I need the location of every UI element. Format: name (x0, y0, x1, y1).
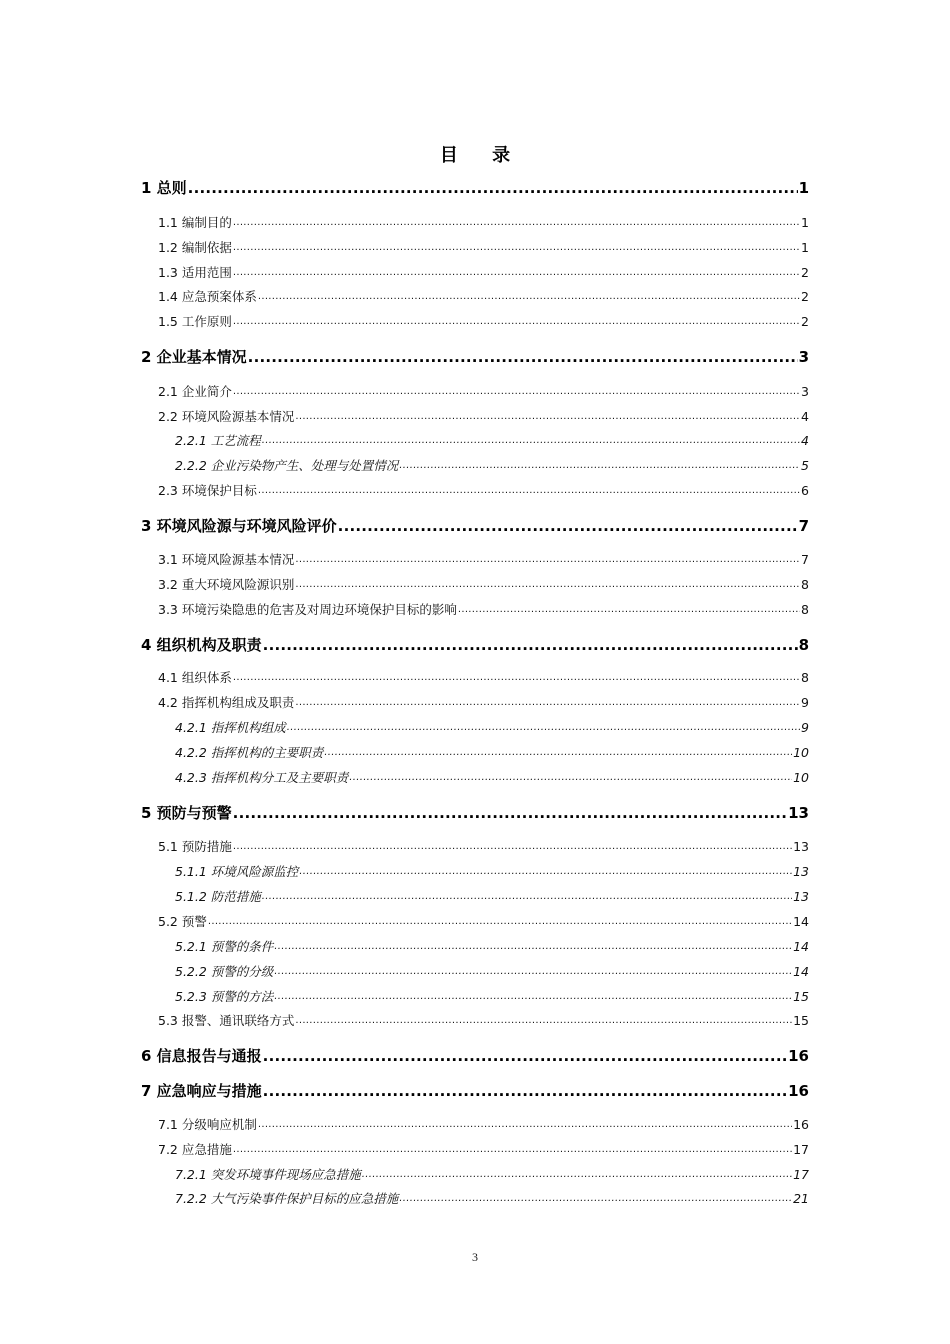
toc-entry[interactable] (175, 963, 809, 980)
toc-leader-dots (233, 669, 800, 686)
toc-leader-dots (248, 347, 798, 367)
toc-entry-page: 2 (801, 314, 809, 329)
toc-entry-page: 13 (793, 839, 809, 854)
toc-entry-label: 5.2.2 预警的分级 (175, 964, 274, 979)
toc-entry-label: 1 总则 (141, 179, 187, 197)
toc-entry[interactable] (141, 516, 809, 536)
toc-entry[interactable] (158, 383, 809, 400)
toc-leader-dots (362, 1166, 792, 1183)
toc-entry-page: 17 (793, 1142, 809, 1157)
toc-entry-label: 4.2.2 指挥机构的主要职责 (175, 745, 324, 760)
toc-leader-dots (338, 516, 798, 536)
toc-entry-page: 16 (793, 1117, 809, 1132)
toc-entry[interactable] (158, 482, 809, 499)
toc-entry[interactable] (175, 988, 809, 1005)
toc-entry-label: 1.4 应急预案体系 (158, 289, 257, 304)
toc-entry-page: 1 (801, 240, 809, 255)
toc-entry-page: 9 (801, 695, 809, 710)
toc-leader-dots (262, 888, 792, 905)
toc-entry-page: 2 (801, 265, 809, 280)
page-number: 3 (472, 1250, 478, 1264)
toc-leader-dots (274, 988, 792, 1005)
toc-entry-page: 8 (801, 670, 809, 685)
toc-entry-label: 2.2.1 工艺流程 (175, 433, 261, 448)
toc-leader-dots (299, 863, 792, 880)
toc-entry[interactable] (141, 1046, 809, 1066)
toc-entry-label: 2.1 企业简介 (158, 384, 232, 399)
toc-entry-page: 7 (801, 552, 809, 567)
toc-leader-dots (399, 1190, 792, 1207)
toc-entry-label: 1.3 适用范围 (158, 265, 232, 280)
toc-entry-page: 7 (798, 517, 809, 535)
toc-leader-dots (233, 313, 800, 330)
toc-leader-dots (274, 938, 792, 955)
toc-entry-page: 16 (788, 1082, 809, 1100)
toc-entry-page: 10 (793, 770, 809, 785)
toc-entry-label: 1.2 编制依据 (158, 240, 232, 255)
toc-entry-label: 4.2.3 指挥机构分工及主要职责 (175, 770, 349, 785)
toc-leader-dots (233, 1141, 792, 1158)
toc-entry-page: 8 (798, 636, 809, 654)
toc-entry[interactable] (175, 938, 809, 955)
toc-leader-dots (258, 1116, 792, 1133)
toc-entry[interactable] (158, 551, 809, 568)
toc-entry-label: 7.2.2 大气污染事件保护目标的应急措施 (175, 1191, 399, 1206)
toc-entry[interactable] (141, 635, 809, 655)
toc-entry-label: 4.2 指挥机构组成及职责 (158, 695, 295, 710)
toc-leader-dots (324, 744, 792, 761)
toc-entry[interactable] (175, 457, 809, 474)
toc-entry-page: 5 (801, 458, 809, 473)
toc-entry-page: 6 (801, 483, 809, 498)
toc-entry-page: 15 (793, 989, 809, 1004)
toc-entry[interactable] (175, 744, 809, 761)
toc-entry-page: 14 (793, 939, 809, 954)
toc-entry[interactable] (158, 408, 809, 425)
toc-leader-dots (287, 719, 800, 736)
toc-leader-dots (274, 963, 792, 980)
toc-entry[interactable] (175, 719, 809, 736)
toc-entry-label: 2 企业基本情况 (141, 348, 247, 366)
toc-entry-page: 3 (801, 384, 809, 399)
toc-entry-label: 5.1.2 防范措施 (175, 889, 261, 904)
toc-leader-dots (295, 1012, 792, 1029)
toc-entry-page: 21 (793, 1191, 809, 1206)
toc-entry-label: 7 应急响应与措施 (141, 1082, 262, 1100)
toc-entry-label: 5.1.1 环境风险源监控 (175, 864, 299, 879)
toc-entry[interactable] (175, 863, 809, 880)
toc-entry-page: 17 (793, 1167, 809, 1182)
toc-entry[interactable] (175, 769, 809, 786)
toc-entry-label: 1.5 工作原则 (158, 314, 232, 329)
toc-entry-page: 10 (793, 745, 809, 760)
toc-entry-page: 4 (801, 409, 809, 424)
toc-entry-page: 14 (793, 914, 809, 929)
toc-entry-page: 13 (788, 804, 809, 822)
toc-leader-dots (262, 432, 800, 449)
toc-entry[interactable] (158, 838, 809, 855)
toc-entry-label: 5.1 预防措施 (158, 839, 232, 854)
toc-entry-label: 2.2.2 企业污染物产生、处理与处置情况 (175, 458, 399, 473)
toc-entry-label: 3 环境风险源与环境风险评价 (141, 517, 337, 535)
toc-leader-dots (458, 601, 800, 618)
toc-entry-page: 16 (788, 1047, 809, 1065)
toc-entry-label: 2.3 环境保护目标 (158, 483, 257, 498)
toc-entry-page: 3 (798, 348, 809, 366)
toc-leader-dots (258, 288, 800, 305)
toc-entry-page: 2 (801, 289, 809, 304)
toc-entry-page: 1 (801, 215, 809, 230)
toc-entry[interactable] (175, 1166, 809, 1183)
toc-leader-dots (233, 264, 800, 281)
toc-leader-dots (188, 178, 798, 198)
toc-leader-dots (399, 457, 800, 474)
toc-leader-dots (233, 214, 800, 231)
toc-leader-dots (233, 838, 792, 855)
toc-entry[interactable] (175, 888, 809, 905)
toc-leader-dots (233, 383, 800, 400)
toc-entry[interactable] (158, 214, 809, 231)
toc-leader-dots (295, 408, 800, 425)
toc-entry[interactable] (158, 1141, 809, 1158)
toc-entry-page: 9 (801, 720, 809, 735)
toc-leader-dots (233, 239, 800, 256)
toc-entry-label: 5.2.3 预警的方法 (175, 989, 274, 1004)
toc-entry-page: 13 (793, 864, 809, 879)
toc-entry-page: 8 (801, 577, 809, 592)
toc-entry-label: 5 预防与预警 (141, 804, 232, 822)
toc-entry[interactable] (175, 1190, 809, 1207)
toc-entry-label: 2.2 环境风险源基本情况 (158, 409, 295, 424)
toc-entry-label: 3.3 环境污染隐患的危害及对周边环境保护目标的影响 (158, 602, 457, 617)
toc-entry[interactable] (141, 1081, 809, 1101)
toc-entry[interactable] (141, 347, 809, 367)
toc-entry-page: 1 (798, 179, 809, 197)
toc-entry[interactable] (141, 178, 809, 198)
toc-entry[interactable] (158, 694, 809, 711)
toc-leader-dots (263, 1081, 787, 1101)
toc-entry-page: 13 (793, 889, 809, 904)
toc-entry-label: 1.1 编制目的 (158, 215, 232, 230)
toc-entry[interactable] (158, 576, 809, 593)
toc-entry-label: 4.2.1 指挥机构组成 (175, 720, 286, 735)
toc-entry-label: 6 信息报告与通报 (141, 1047, 262, 1065)
toc-entry-page: 4 (801, 433, 809, 448)
toc-leader-dots (295, 694, 800, 711)
toc-leader-dots (258, 482, 800, 499)
toc-entry-label: 4 组织机构及职责 (141, 636, 262, 654)
toc-entry-label: 4.1 组织体系 (158, 670, 232, 685)
toc-leader-dots (208, 913, 792, 930)
toc-entry-label: 7.2.1 突发环境事件现场应急措施 (175, 1167, 361, 1182)
toc-entry-label: 7.1 分级响应机制 (158, 1117, 257, 1132)
toc-leader-dots (349, 769, 792, 786)
toc-entry[interactable] (158, 1116, 809, 1133)
toc-entry-page: 15 (793, 1013, 809, 1028)
toc-leader-dots (295, 576, 800, 593)
toc-entry[interactable] (175, 432, 809, 449)
toc-entry[interactable] (141, 803, 809, 823)
toc-entry[interactable] (158, 1012, 809, 1029)
page-title: 目 录 (439, 145, 525, 166)
toc-leader-dots (295, 551, 800, 568)
toc-entry-label: 5.3 报警、通讯联络方式 (158, 1013, 295, 1028)
toc-leader-dots (233, 803, 787, 823)
toc-entry[interactable] (158, 264, 809, 281)
toc-entry[interactable] (158, 239, 809, 256)
toc-entry-label: 7.2 应急措施 (158, 1142, 232, 1157)
toc-leader-dots (263, 635, 798, 655)
toc-entry-page: 8 (801, 602, 809, 617)
toc-entry-label: 3.1 环境风险源基本情况 (158, 552, 295, 567)
toc-entry-label: 5.2.1 预警的条件 (175, 939, 274, 954)
toc-entry-label: 3.2 重大环境风险源识别 (158, 577, 295, 592)
toc-leader-dots (263, 1046, 787, 1066)
toc-entry[interactable] (158, 601, 809, 618)
toc-entry-page: 14 (793, 964, 809, 979)
toc-entry[interactable] (158, 913, 809, 930)
toc-entry[interactable] (158, 313, 809, 330)
toc-entry[interactable] (158, 669, 809, 686)
toc-entry-label: 5.2 预警 (158, 914, 207, 929)
toc-entry[interactable] (158, 288, 809, 305)
